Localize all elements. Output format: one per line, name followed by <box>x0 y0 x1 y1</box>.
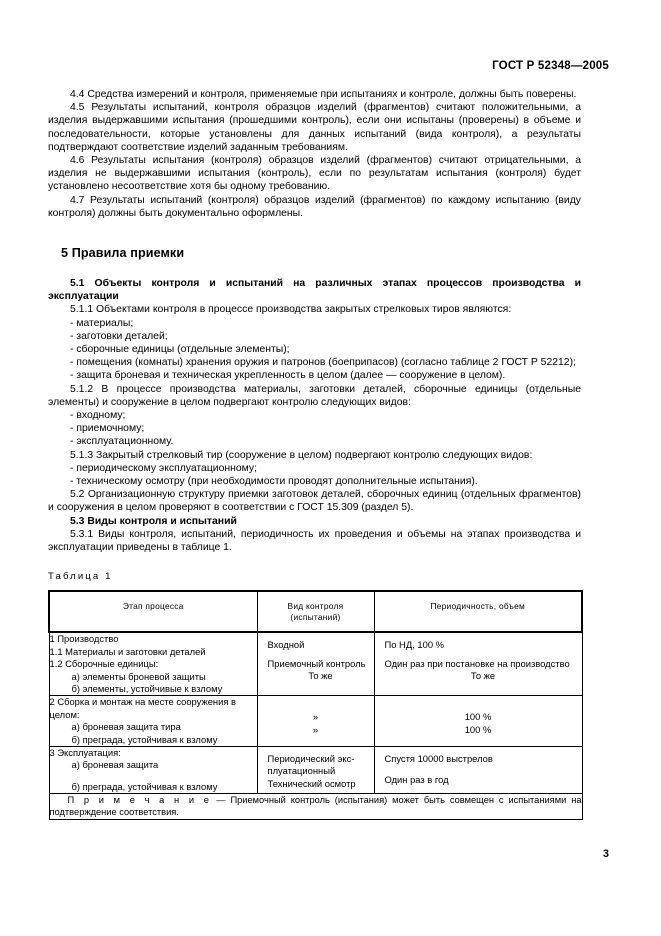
list-item-periodic-operational: - периодическому эксплуатационному; <box>70 462 257 474</box>
stage-3-spacer <box>50 772 257 781</box>
control-2-line-2: » <box>312 723 319 735</box>
cell-frequency-2 <box>374 696 582 747</box>
paragraph-4-4: 4.4 Средства измерений и контроля, применяемые при испытаниях и контроле, должны быть поверены. <box>70 89 577 100</box>
page-body <box>48 88 581 820</box>
control-1-line-1: Входной <box>267 639 305 651</box>
list-item-armor-protection: - защита броневая и техническая укрепленность в целом (далее — сооружение в целом). <box>70 370 506 382</box>
table-header-row <box>49 591 582 632</box>
cell-control-3 <box>257 746 374 793</box>
list-item-blanks: - заготовки деталей; <box>70 330 168 342</box>
control-2-spacer-top <box>258 696 374 705</box>
stage-1-line-2: 1.1 Материалы и заготовки деталей <box>49 645 206 657</box>
table-note-label: П р и м е ч а н и е <box>67 795 212 806</box>
control-3-line-2: плуатационный <box>267 765 336 777</box>
paragraph-4-5: 4.5 Результаты испытаний, контроля образцов изделий (фрагментов) считают положительными, а изделия выдержавшими испытания (прошедшими контроль), если они испытаны (проверены) в объеме и последовательности, которые установлены для данных испытаний (вида контроля), а результаты подтверждают соответствие изделий заданным требованиям. <box>48 102 581 153</box>
list-item-acceptance: - приемочному; <box>70 423 145 435</box>
frequency-3-spacer-mid <box>385 765 582 774</box>
frequency-1-line-3: То же <box>470 670 496 682</box>
frequency-2-line-1: 100 % <box>464 711 492 723</box>
frequency-3-line-1: Спустя 10000 выстрелов <box>384 752 493 764</box>
running-header: ГОСТ Р 52348—2005 <box>492 60 609 72</box>
stage-2-line-3: б) преграда, устойчивая к взлому <box>71 733 218 745</box>
clause-5-1-1: 5.1.1 Объектами контроля в процессе производства закрытых стрелковых тиров являются: <box>70 304 512 316</box>
list-item-storage-rooms: - помещения (комнаты) хранения оружия и патронов (боеприпасов) (согласно таблице 2 ГОСТ Р 52212); <box>70 357 576 369</box>
list-item-assembly-units: - сборочные единицы (отдельные элементы); <box>70 344 290 356</box>
frequency-1-line-2: Один раз при постановке на производство <box>384 657 570 669</box>
cell-stage-3 <box>49 746 257 793</box>
table-caption: Таблица 1 <box>48 571 113 583</box>
clause-5-3-heading: 5.3 Виды контроля и испытаний <box>70 515 237 527</box>
paragraph-4-7: 4.7 Результаты испытаний (контроля) образцов изделий (фрагментов) по каждому испытанию (виду контроля) должны быть документально оформлены. <box>48 194 581 219</box>
frequency-3-line-2: Один раз в год <box>384 774 449 786</box>
table-note-text: Приемочный контроль (испытания) может быть совмещен с испытаниями на подтверждение соответствия. <box>49 795 582 818</box>
clause-5-2: 5.2 Организационную структуру приемки заготовок деталей, сборочных единиц (отдельных фрагментов) и сооружения в целом проверяют в соответствии с ГОСТ 15.309 (раздел 5). <box>48 489 581 514</box>
list-item-incoming: - входному; <box>70 410 126 422</box>
stage-1-line-4: а) элементы броневой защиты <box>71 670 206 682</box>
table-note-dash: — <box>211 795 231 806</box>
cell-frequency-3 <box>374 746 582 793</box>
spacer-before-table-caption <box>48 554 581 571</box>
list-item-technical-inspection: - техническому осмотру (при необходимости проводят дополнительные испытания). <box>70 476 478 488</box>
table-row <box>49 696 582 747</box>
control-2-line-1: » <box>312 711 319 723</box>
stage-1-line-5: б) элементы, устойчивые к взлому <box>71 682 223 694</box>
control-1-line-2: Приемочный контроль <box>267 657 366 669</box>
stage-3-line-1: 3 Эксплуатация: <box>49 746 121 758</box>
control-1-line-3: То же <box>308 670 333 682</box>
column-header-control-type-line2: (испытаний) <box>290 612 341 623</box>
stage-3-line-3: б) преграда, устойчивая к взлому <box>71 780 218 792</box>
spacer-after-section-5 <box>48 261 581 277</box>
column-header-control-type-line1: Вид контроля <box>287 601 344 612</box>
table-body <box>49 632 582 819</box>
stage-2-line-1: 2 Сборка и монтаж на месте сооружения в целом: <box>49 696 237 720</box>
clause-5-3-1: 5.3.1 Виды контроля, испытаний, периодичность их проведения и объемы на этапах производства и эксплуатации приведены в таблице 1. <box>48 528 581 554</box>
stage-1-line-3: 1.2 Сборочные единицы: <box>49 658 159 670</box>
section-5-heading: 5 Правила приемки <box>61 246 185 261</box>
column-header-control-type <box>257 591 374 632</box>
cell-frequency-1 <box>374 632 582 696</box>
stage-2-line-2: а) броневая защита тира <box>71 721 181 733</box>
cell-stage-1 <box>49 632 257 696</box>
list-item-materials: - материалы; <box>70 317 134 329</box>
column-header-frequency: Периодичность, объем <box>374 591 582 632</box>
table-row <box>49 746 582 793</box>
cell-control-1 <box>257 632 374 696</box>
clause-5-1-heading: 5.1 Объекты контроля и испытаний на различных этапах процессов производства и эксплуатации <box>48 278 581 303</box>
control-3-line-3: Технический осмотр <box>267 777 356 789</box>
list-item-operational: - эксплуатационному. <box>70 436 174 448</box>
table-note-row <box>49 794 582 819</box>
cell-stage-2 <box>49 696 257 747</box>
stage-1-line-1: 1 Производство <box>49 633 119 645</box>
table-head <box>49 591 582 632</box>
control-3-line-1: Периодический экс- <box>267 752 355 764</box>
clause-5-1-3: 5.1.3 Закрытый стрелковый тир (сооружение в целом) подвергают контролю следующих видов: <box>70 449 533 461</box>
clause-5-1-2: 5.1.2 В процессе производства материалы, заготовки деталей, сборочные единицы (отдельные элементы) и сооружение в целом подвергают контролю следующих видов: <box>48 383 581 408</box>
cell-control-2 <box>257 696 374 747</box>
column-header-stage: Этап процесса <box>49 591 257 632</box>
frequency-2-spacer-top <box>375 696 582 705</box>
stage-3-line-2: а) броневая защита <box>71 759 159 771</box>
table-note-content <box>50 794 582 818</box>
table-row <box>49 632 582 696</box>
frequency-1-line-1: По НД, 100 % <box>384 639 444 651</box>
control-types-table <box>48 590 583 819</box>
page-number: 3 <box>602 848 609 860</box>
cell-table-note <box>49 794 582 819</box>
paragraph-4-6: 4.6 Результаты испытания (контроля) образцов изделий (фрагментов) считают отрицательными, а изделия не выдержавшими испытания (контроль), если по результатам испытания (контроля) будет установлено несоответствие хотя бы одному требованию. <box>48 155 581 193</box>
spacer-before-section-5 <box>48 220 581 245</box>
frequency-2-line-2: 100 % <box>464 723 492 735</box>
